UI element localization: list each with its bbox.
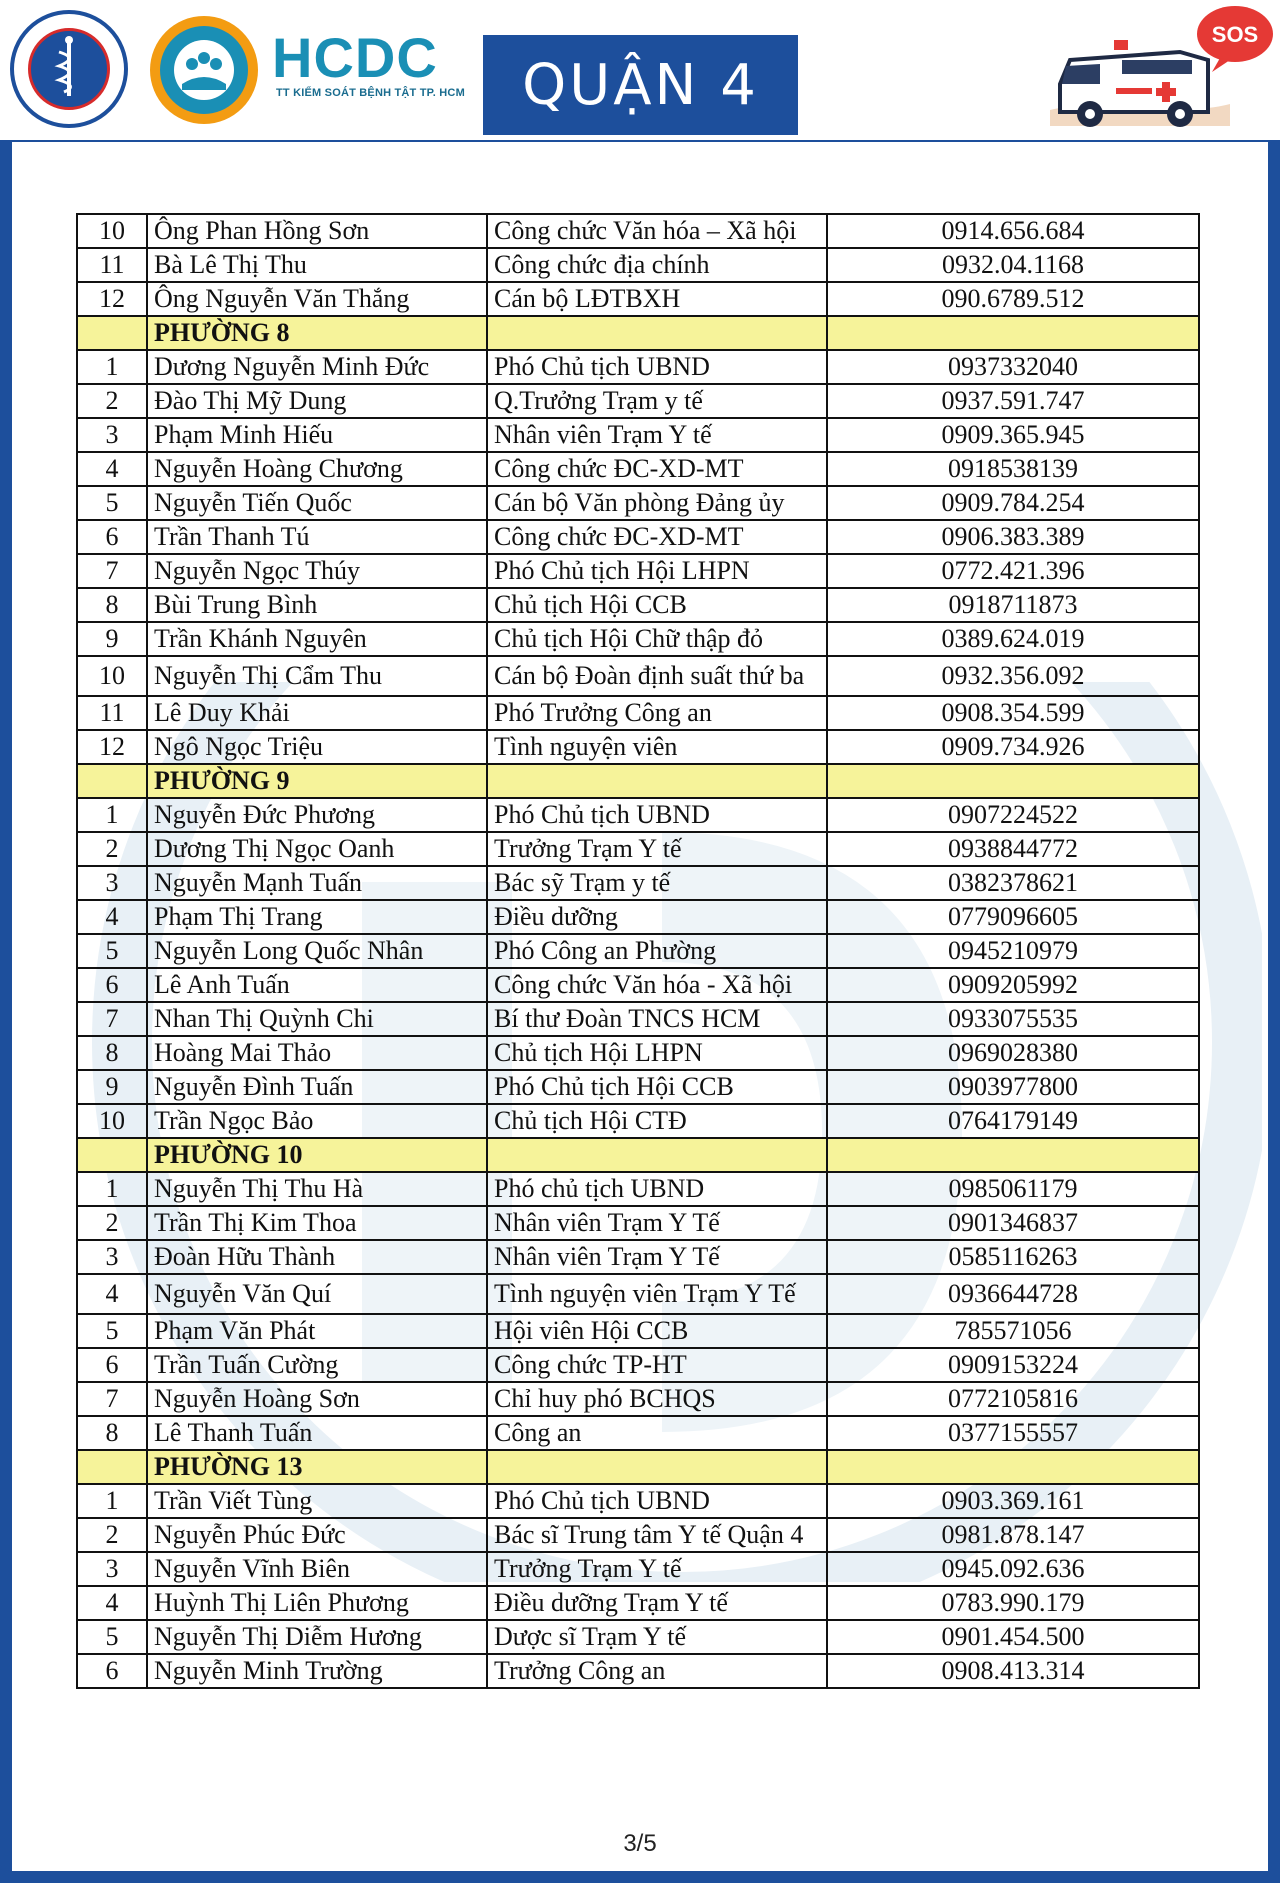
row-number-cell: 3 — [77, 1240, 147, 1274]
row-number-cell — [77, 764, 147, 798]
name-cell: Nguyễn Hoàng Chương — [147, 452, 487, 486]
position-cell: Cán bộ LĐTBXH — [487, 282, 827, 316]
ward-name-cell: PHƯỜNG 8 — [147, 316, 487, 350]
table-row — [77, 832, 1199, 866]
row-number-cell: 7 — [77, 1002, 147, 1036]
ward-header-row — [77, 316, 1199, 350]
position-cell: Dược sĩ Trạm Y tế — [487, 1620, 827, 1654]
position-cell: Phó Chủ tịch UBND — [487, 350, 827, 384]
position-cell: Nhân viên Trạm Y Tế — [487, 1206, 827, 1240]
table-row — [77, 1416, 1199, 1450]
row-number-cell: 4 — [77, 452, 147, 486]
ward-header-row — [77, 1450, 1199, 1484]
phone-cell: 0909205992 — [827, 968, 1199, 1002]
table-row — [77, 1240, 1199, 1274]
position-cell — [487, 764, 827, 798]
table-row — [77, 248, 1199, 282]
name-cell: Lê Anh Tuấn — [147, 968, 487, 1002]
department-of-health-logo-icon — [10, 10, 128, 128]
name-cell: Bà Lê Thị Thu — [147, 248, 487, 282]
position-cell: Bí thư Đoàn TNCS HCM — [487, 1002, 827, 1036]
table-row — [77, 656, 1199, 696]
row-number-cell: 1 — [77, 798, 147, 832]
row-number-cell: 12 — [77, 730, 147, 764]
phone-cell: 0908.354.599 — [827, 696, 1199, 730]
name-cell: Trần Tuấn Cường — [147, 1348, 487, 1382]
name-cell: Phạm Minh Hiếu — [147, 418, 487, 452]
phone-cell: 0783.990.179 — [827, 1586, 1199, 1620]
contact-table-body — [77, 214, 1199, 1688]
phone-cell: 0932.356.092 — [827, 656, 1199, 696]
position-cell: Công chức Văn hóa - Xã hội — [487, 968, 827, 1002]
ward-header-row — [77, 1138, 1199, 1172]
name-cell: Nguyễn Mạnh Tuấn — [147, 866, 487, 900]
position-cell: Tình nguyện viên Trạm Y Tế — [487, 1274, 827, 1314]
phone-cell — [827, 316, 1199, 350]
phone-cell — [827, 1450, 1199, 1484]
phone-cell: 0918538139 — [827, 452, 1199, 486]
name-cell: Nguyễn Hoàng Sơn — [147, 1382, 487, 1416]
phone-cell: 0779096605 — [827, 900, 1199, 934]
name-cell: Trần Thị Kim Thoa — [147, 1206, 487, 1240]
table-row — [77, 1484, 1199, 1518]
name-cell: Huỳnh Thị Liên Phương — [147, 1586, 487, 1620]
name-cell: Ngô Ngọc Triệu — [147, 730, 487, 764]
phone-cell: 0901.454.500 — [827, 1620, 1199, 1654]
position-cell — [487, 316, 827, 350]
name-cell: Lê Thanh Tuấn — [147, 1416, 487, 1450]
position-cell: Trưởng Trạm Y tế — [487, 832, 827, 866]
phone-cell: 0909.784.254 — [827, 486, 1199, 520]
position-cell: Chủ tịch Hội CCB — [487, 588, 827, 622]
row-number-cell: 2 — [77, 1206, 147, 1240]
name-cell: Nguyễn Phúc Đức — [147, 1518, 487, 1552]
hcdc-logo-icon — [146, 12, 262, 128]
row-number-cell: 1 — [77, 350, 147, 384]
position-cell: Q.Trưởng Trạm y tế — [487, 384, 827, 418]
table-row — [77, 520, 1199, 554]
table-row — [77, 1104, 1199, 1138]
name-cell: Nguyễn Văn Quí — [147, 1274, 487, 1314]
row-number-cell: 2 — [77, 384, 147, 418]
row-number-cell: 1 — [77, 1172, 147, 1206]
position-cell: Bác sỹ Trạm y tế — [487, 866, 827, 900]
row-number-cell — [77, 1450, 147, 1484]
name-cell: Dương Thị Ngọc Oanh — [147, 832, 487, 866]
position-cell: Phó Công an Phường — [487, 934, 827, 968]
phone-cell: 0933075535 — [827, 1002, 1199, 1036]
position-cell: Chủ tịch Hội Chữ thập đỏ — [487, 622, 827, 656]
table-row — [77, 622, 1199, 656]
position-cell: Công an — [487, 1416, 827, 1450]
position-cell: Nhân viên Trạm Y tế — [487, 418, 827, 452]
phone-cell: 0945210979 — [827, 934, 1199, 968]
phone-cell: 0906.383.389 — [827, 520, 1199, 554]
name-cell: Nguyễn Ngọc Thúy — [147, 554, 487, 588]
phone-cell: 0909.365.945 — [827, 418, 1199, 452]
table-row — [77, 1206, 1199, 1240]
table-row — [77, 384, 1199, 418]
position-cell: Trưởng Trạm Y tế — [487, 1552, 827, 1586]
phone-cell: 0918711873 — [827, 588, 1199, 622]
name-cell: Nguyễn Thị Thu Hà — [147, 1172, 487, 1206]
name-cell: Nguyễn Long Quốc Nhân — [147, 934, 487, 968]
position-cell: Công chức Văn hóa – Xã hội — [487, 214, 827, 248]
table-row — [77, 486, 1199, 520]
phone-cell: 0932.04.1168 — [827, 248, 1199, 282]
phone-cell: 0907224522 — [827, 798, 1199, 832]
table-row — [77, 1348, 1199, 1382]
table-row — [77, 1314, 1199, 1348]
row-number-cell: 7 — [77, 1382, 147, 1416]
name-cell: Trần Ngọc Bảo — [147, 1104, 487, 1138]
position-cell: Bác sĩ Trung tâm Y tế Quận 4 — [487, 1518, 827, 1552]
position-cell: Hội viên Hội CCB — [487, 1314, 827, 1348]
name-cell: Phạm Văn Phát — [147, 1314, 487, 1348]
ward-header-row — [77, 764, 1199, 798]
phone-cell — [827, 764, 1199, 798]
row-number-cell: 12 — [77, 282, 147, 316]
table-row — [77, 934, 1199, 968]
name-cell: Nguyễn Vĩnh Biên — [147, 1552, 487, 1586]
name-cell: Trần Thanh Tú — [147, 520, 487, 554]
name-cell: Trần Khánh Nguyên — [147, 622, 487, 656]
position-cell: Phó Chủ tịch Hội LHPN — [487, 554, 827, 588]
row-number-cell — [77, 316, 147, 350]
row-number-cell: 1 — [77, 1484, 147, 1518]
phone-cell: 0389.624.019 — [827, 622, 1199, 656]
district-title: QUẬN 4 — [483, 35, 798, 135]
row-number-cell: 5 — [77, 934, 147, 968]
name-cell: Đoàn Hữu Thành — [147, 1240, 487, 1274]
position-cell: Phó Chủ tịch Hội CCB — [487, 1070, 827, 1104]
row-number-cell: 8 — [77, 1416, 147, 1450]
row-number-cell: 5 — [77, 1314, 147, 1348]
phone-cell: 0981.878.147 — [827, 1518, 1199, 1552]
phone-cell: 0985061179 — [827, 1172, 1199, 1206]
row-number-cell: 2 — [77, 1518, 147, 1552]
phone-cell: 0772105816 — [827, 1382, 1199, 1416]
header — [0, 0, 1280, 140]
name-cell: Nguyễn Đình Tuấn — [147, 1070, 487, 1104]
phone-cell: 0772.421.396 — [827, 554, 1199, 588]
position-cell: Nhân viên Trạm Y Tế — [487, 1240, 827, 1274]
row-number-cell: 6 — [77, 1654, 147, 1688]
phone-cell: 0903.369.161 — [827, 1484, 1199, 1518]
name-cell: Đào Thị Mỹ Dung — [147, 384, 487, 418]
table-row — [77, 1002, 1199, 1036]
row-number-cell: 2 — [77, 832, 147, 866]
name-cell: Nguyễn Thị Diễm Hương — [147, 1620, 487, 1654]
table-row — [77, 1070, 1199, 1104]
table-row — [77, 900, 1199, 934]
table-row — [77, 1172, 1199, 1206]
contact-table — [76, 213, 1200, 1689]
phone-cell: 090.6789.512 — [827, 282, 1199, 316]
table-row — [77, 282, 1199, 316]
phone-cell: 0937332040 — [827, 350, 1199, 384]
position-cell: Chỉ huy phó BCHQS — [487, 1382, 827, 1416]
table-row — [77, 418, 1199, 452]
sos-label: SOS — [1211, 22, 1259, 47]
position-cell: Trưởng Công an — [487, 1654, 827, 1688]
position-cell: Phó Trưởng Công an — [487, 696, 827, 730]
phone-cell: 0908.413.314 — [827, 1654, 1199, 1688]
ward-name-cell: PHƯỜNG 10 — [147, 1138, 487, 1172]
phone-cell: 0909.734.926 — [827, 730, 1199, 764]
phone-cell: 0585116263 — [827, 1240, 1199, 1274]
name-cell: Nguyễn Tiến Quốc — [147, 486, 487, 520]
row-number-cell — [77, 1138, 147, 1172]
position-cell: Chủ tịch Hội CTĐ — [487, 1104, 827, 1138]
phone-cell: 0936644728 — [827, 1274, 1199, 1314]
row-number-cell: 11 — [77, 696, 147, 730]
name-cell: Phạm Thị Trang — [147, 900, 487, 934]
row-number-cell: 11 — [77, 248, 147, 282]
row-number-cell: 6 — [77, 968, 147, 1002]
position-cell: Tình nguyện viên — [487, 730, 827, 764]
name-cell: Lê Duy Khải — [147, 696, 487, 730]
name-cell: Nhan Thị Quỳnh Chi — [147, 1002, 487, 1036]
position-cell: Công chức địa chính — [487, 248, 827, 282]
name-cell: Nguyễn Thị Cẩm Thu — [147, 656, 487, 696]
table-row — [77, 452, 1199, 486]
table-row — [77, 1274, 1199, 1314]
phone-cell: 0938844772 — [827, 832, 1199, 866]
table-row — [77, 968, 1199, 1002]
row-number-cell: 3 — [77, 866, 147, 900]
phone-cell: 0382378621 — [827, 866, 1199, 900]
table-row — [77, 1620, 1199, 1654]
position-cell: Công chức ĐC-XD-MT — [487, 520, 827, 554]
position-cell: Điều dưỡng Trạm Y tế — [487, 1586, 827, 1620]
phone-cell: 0969028380 — [827, 1036, 1199, 1070]
row-number-cell: 4 — [77, 1586, 147, 1620]
position-cell: Công chức TP-HT — [487, 1348, 827, 1382]
table-row — [77, 730, 1199, 764]
table-row — [77, 1586, 1199, 1620]
row-number-cell: 10 — [77, 214, 147, 248]
phone-cell: 0914.656.684 — [827, 214, 1199, 248]
table-row — [77, 1518, 1199, 1552]
phone-cell: 0901346837 — [827, 1206, 1199, 1240]
phone-cell: 0909153224 — [827, 1348, 1199, 1382]
position-cell: Chủ tịch Hội LHPN — [487, 1036, 827, 1070]
row-number-cell: 6 — [77, 520, 147, 554]
table-row — [77, 1036, 1199, 1070]
row-number-cell: 10 — [77, 656, 147, 696]
table-row — [77, 554, 1199, 588]
phone-cell: 785571056 — [827, 1314, 1199, 1348]
name-cell: Ông Nguyễn Văn Thắng — [147, 282, 487, 316]
position-cell: Công chức ĐC-XD-MT — [487, 452, 827, 486]
name-cell: Bùi Trung Bình — [147, 588, 487, 622]
position-cell: Điều dưỡng — [487, 900, 827, 934]
table-row — [77, 214, 1199, 248]
ambulance-sos-icon — [1030, 0, 1280, 140]
phone-cell: 0764179149 — [827, 1104, 1199, 1138]
phone-cell: 0903977800 — [827, 1070, 1199, 1104]
hcdc-subtitle: TT KIỂM SOÁT BỆNH TẬT TP. HCM — [276, 87, 465, 99]
position-cell: Phó Chủ tịch UBND — [487, 798, 827, 832]
row-number-cell: 3 — [77, 418, 147, 452]
row-number-cell: 8 — [77, 1036, 147, 1070]
phone-cell: 0937.591.747 — [827, 384, 1199, 418]
table-row — [77, 1552, 1199, 1586]
table-row — [77, 866, 1199, 900]
name-cell: Hoàng Mai Thảo — [147, 1036, 487, 1070]
ward-name-cell: PHƯỜNG 13 — [147, 1450, 487, 1484]
name-cell: Nguyễn Minh Trường — [147, 1654, 487, 1688]
row-number-cell: 4 — [77, 900, 147, 934]
position-cell — [487, 1138, 827, 1172]
row-number-cell: 5 — [77, 486, 147, 520]
position-cell: Cán bộ Đoàn định suất thứ ba — [487, 656, 827, 696]
row-number-cell: 5 — [77, 1620, 147, 1654]
name-cell: Dương Nguyễn Minh Đức — [147, 350, 487, 384]
phone-cell — [827, 1138, 1199, 1172]
table-row — [77, 798, 1199, 832]
position-cell: Cán bộ Văn phòng Đảng ủy — [487, 486, 827, 520]
name-cell: Nguyễn Đức Phương — [147, 798, 487, 832]
ward-name-cell: PHƯỜNG 9 — [147, 764, 487, 798]
name-cell: Trần Viết Tùng — [147, 1484, 487, 1518]
position-cell: Phó Chủ tịch UBND — [487, 1484, 827, 1518]
row-number-cell: 6 — [77, 1348, 147, 1382]
page-indicator: 3/5 — [623, 1830, 657, 1857]
row-number-cell: 7 — [77, 554, 147, 588]
row-number-cell: 3 — [77, 1552, 147, 1586]
phone-cell: 0945.092.636 — [827, 1552, 1199, 1586]
name-cell: Ông Phan Hồng Sơn — [147, 214, 487, 248]
position-cell — [487, 1450, 827, 1484]
row-number-cell: 10 — [77, 1104, 147, 1138]
table-row — [77, 1382, 1199, 1416]
row-number-cell: 9 — [77, 1070, 147, 1104]
table-row — [77, 1654, 1199, 1688]
hcdc-title: HCDC — [272, 26, 438, 89]
table-row — [77, 696, 1199, 730]
phone-cell: 0377155557 — [827, 1416, 1199, 1450]
position-cell: Phó chủ tịch UBND — [487, 1172, 827, 1206]
row-number-cell: 9 — [77, 622, 147, 656]
table-row — [77, 588, 1199, 622]
row-number-cell: 4 — [77, 1274, 147, 1314]
row-number-cell: 8 — [77, 588, 147, 622]
table-row — [77, 350, 1199, 384]
